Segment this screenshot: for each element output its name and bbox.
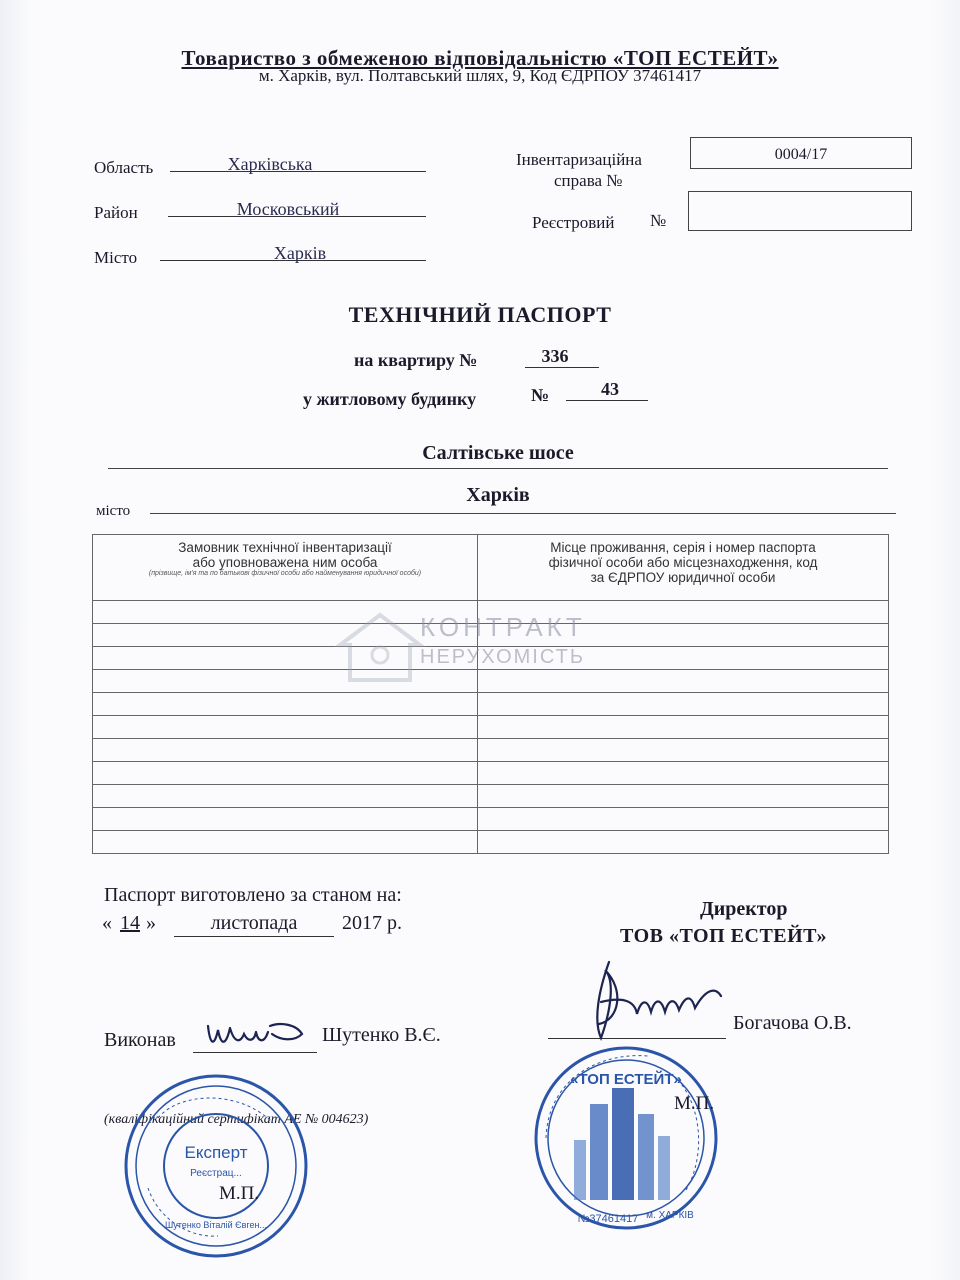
- company-stamp-code: №37461417: [577, 1213, 639, 1225]
- made-label: Паспорт виготовлено за станом на:: [104, 884, 402, 906]
- district-label: Район: [94, 203, 138, 222]
- street-line: [108, 468, 888, 469]
- date-close-quote: »: [146, 912, 156, 934]
- table-cell-customer: [93, 739, 478, 762]
- inventory-label-1: Інвентаризаційна: [516, 150, 642, 169]
- table-cell-address: [478, 831, 889, 854]
- performed-label: Виконав: [104, 1029, 176, 1051]
- performer-name: Шутенко В.Є.: [322, 1024, 441, 1046]
- table-cell-address: [478, 739, 889, 762]
- registry-no: №: [650, 211, 667, 230]
- expert-stamp: [118, 1068, 314, 1264]
- city-main-value: Харків: [466, 484, 530, 506]
- table-header-address-line2: фізичної особи або місцезнаходження, код: [548, 555, 818, 570]
- mp-left: М.П.: [219, 1183, 260, 1204]
- table-cell-address: [478, 808, 889, 831]
- director-name: Богачова О.В.: [733, 1012, 852, 1034]
- city-value: Харків: [273, 243, 327, 263]
- city-label: Місто: [94, 248, 138, 267]
- table-header-address-line3: за ЄДРПОУ юридичної особи: [590, 570, 776, 585]
- date-open-quote: «: [102, 912, 112, 934]
- date-month: листопада: [210, 912, 298, 934]
- apartment-value: 336: [541, 346, 569, 366]
- table-cell-customer: [93, 831, 478, 854]
- city-line-label: місто: [96, 503, 131, 519]
- table-cell-customer: [93, 785, 478, 808]
- expert-stamp-name: Шутенко Віталій Євген...: [165, 1220, 267, 1230]
- region-label: Область: [94, 158, 154, 177]
- table-cell-address: [478, 693, 889, 716]
- inventory-label-2: справа №: [554, 171, 623, 190]
- date-day: 14: [120, 912, 140, 934]
- inventory-value: 0004/17: [774, 146, 828, 163]
- table-header-address-line1: Місце проживання, серія і номер паспорта: [550, 540, 816, 555]
- company-stamp-top: «ТОП ЕСТЕЙТ»: [570, 1071, 682, 1088]
- table-header-customer-line2: або уповноважена ним особа: [192, 555, 378, 570]
- watermark-line1: КОНТРАКТ: [420, 612, 586, 642]
- table-cell-customer: [93, 808, 478, 831]
- table-header-customer-note: (прізвище, ім'я та по батькові фізичної особи або найменування юридичної особи): [148, 570, 422, 577]
- building-value: 43: [601, 379, 619, 399]
- registry-label: Реєстровий: [532, 213, 615, 232]
- company-stamp: [528, 1040, 724, 1236]
- table-header-customer-line1: Замовник технічної інвентаризації: [178, 540, 392, 555]
- performer-signature: [200, 1012, 310, 1056]
- expert-stamp-center: Експерт: [184, 1143, 248, 1162]
- building-no: №: [531, 385, 550, 405]
- company-stamp-city: м. ХАРКІВ: [646, 1210, 694, 1221]
- certificate-text: (кваліфікаційний сертифікат АЕ № 004623): [104, 1112, 369, 1127]
- table-row: [93, 808, 889, 831]
- table-header-row: [93, 535, 889, 601]
- building-label: у житловому будинку: [303, 389, 477, 409]
- apartment-label: на квартиру №: [354, 350, 478, 370]
- region-value: Харківська: [227, 154, 313, 174]
- table-row: [93, 693, 889, 716]
- company-address: м. Харків, вул. Полтавський шлях, 9, Код ЄДРПОУ 37461417: [258, 66, 702, 85]
- company-name: Товариство з обмеженою відповідальністю «ТОП ЕСТЕЙТ»: [181, 46, 779, 70]
- table-row: [93, 716, 889, 739]
- watermark-line2: НЕРУХОМІСТЬ: [420, 646, 585, 668]
- registry-box: [688, 191, 912, 231]
- city-underline: [150, 513, 896, 514]
- customer-table: [92, 534, 889, 854]
- passport-title: ТЕХНІЧНИЙ ПАСПОРТ: [348, 302, 612, 327]
- table-row: [93, 831, 889, 854]
- table-header-customer: [93, 535, 478, 601]
- table-cell-customer: [93, 762, 478, 785]
- table-cell-address: [478, 762, 889, 785]
- table-cell-address: [478, 716, 889, 739]
- table-row: [93, 739, 889, 762]
- director-signature: [565, 950, 735, 1050]
- mp-right: М.П.: [674, 1093, 715, 1114]
- director-org: ТОВ «ТОП ЕСТЕЙТ»: [620, 925, 828, 947]
- table-cell-address: [478, 785, 889, 808]
- street-value: Салтівське шосе: [422, 442, 574, 464]
- table-row: [93, 785, 889, 808]
- table-cell-customer: [93, 693, 478, 716]
- date-year: 2017 р.: [342, 912, 402, 934]
- district-value: Московський: [236, 199, 340, 219]
- table-header-address: [478, 535, 889, 601]
- table-cell-customer: [93, 716, 478, 739]
- expert-stamp-sub: Реєстрац...: [190, 1168, 242, 1179]
- director-label: Директор: [700, 898, 788, 920]
- table-row: [93, 762, 889, 785]
